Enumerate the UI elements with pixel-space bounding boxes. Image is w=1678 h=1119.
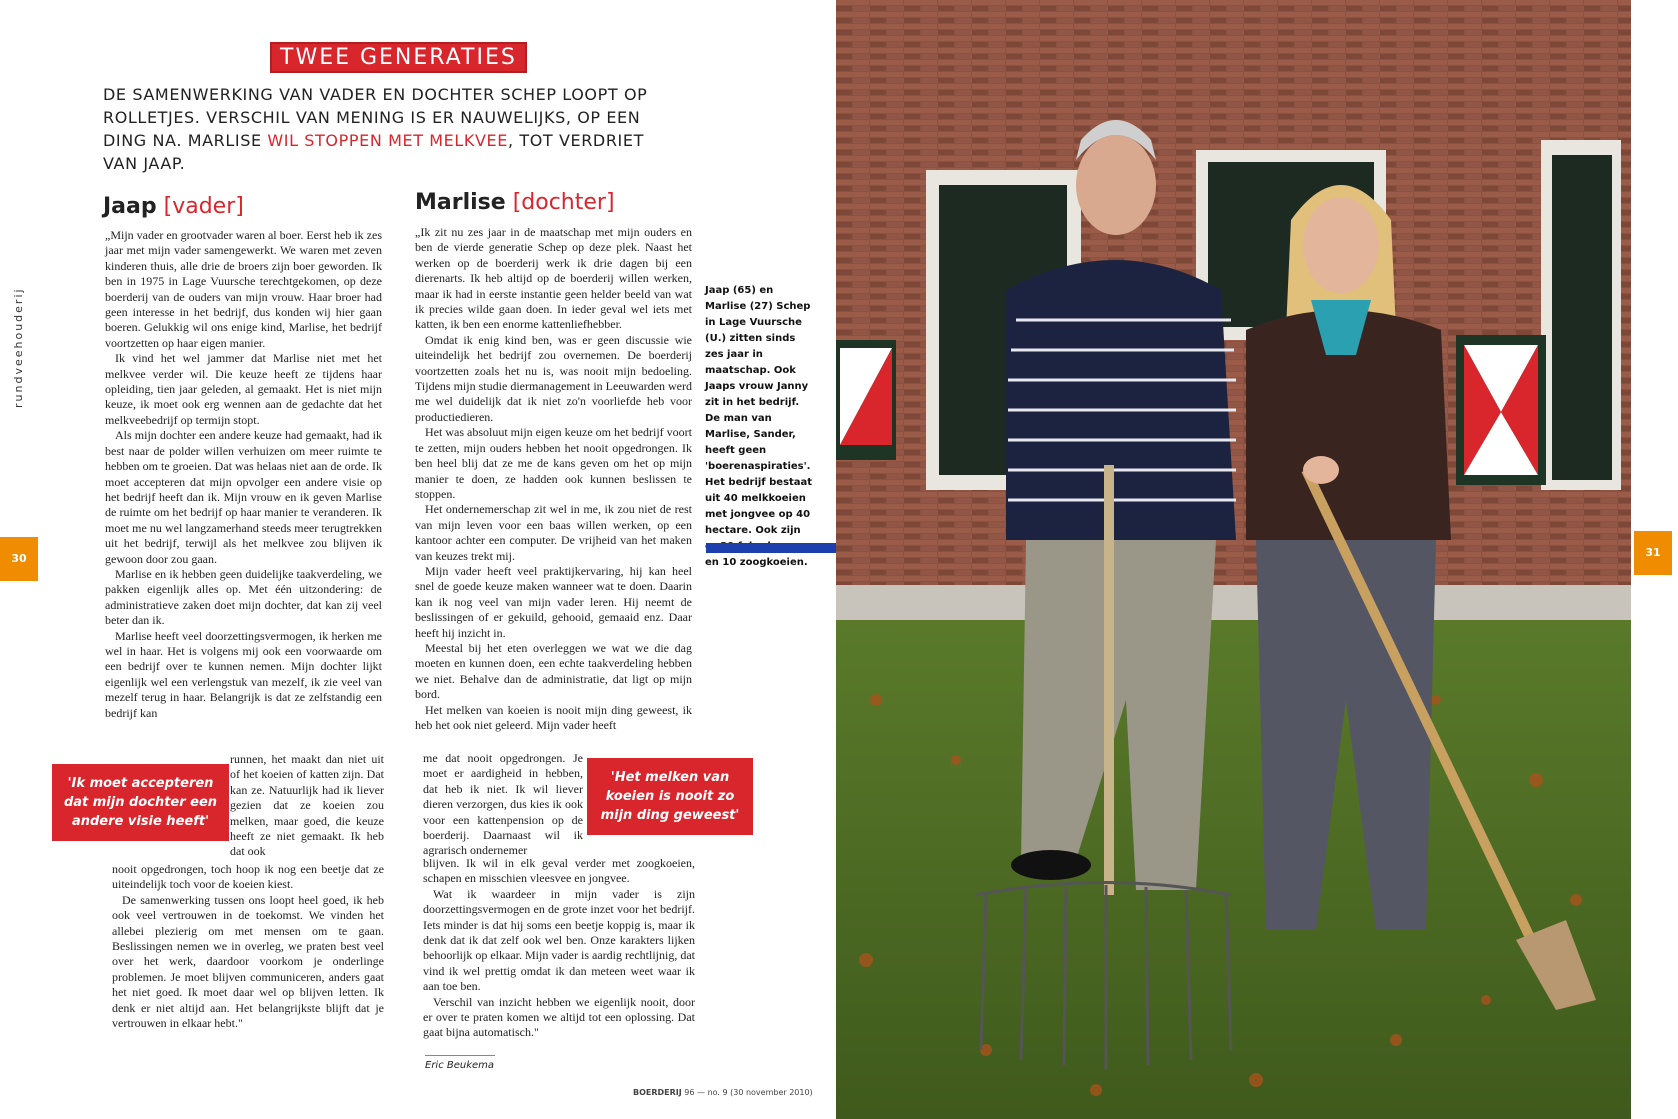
- body-paragraph: Het was absoluut mijn eigen keuze om het bedrijf voort te zetten, mijn ouders hebben het nooit opgedrongen. Ik ben heel blij dat ze me de kans geven om het op mijn manier te doen, ze hadden ook kunnen beslissen te stoppen.: [415, 425, 692, 501]
- jaap-column-wrap: [230, 752, 384, 862]
- body-paragraph: nooit opgedrongen, toch hoop ik nog een beetje dat ze uiteindelijk toch voor de koeien kiest.: [112, 862, 384, 892]
- pull-quote-left: 'Ik moet accepteren dat mijn dochter een andere visie heeft': [52, 764, 229, 841]
- pull-quote-right: 'Het melken van koeien is nooit zo mijn ding geweest': [587, 758, 753, 835]
- body-paragraph: „Mijn vader en grootvader waren al boer. Eerst heb ik zes jaar met mijn vader samengewerkt. We waren met zeven kinderen thuis, alle drie de broers zijn boer geworden. Ik ben in 1975 in Lage Vuursche terechtgekomen, op deze boerderij van de ouders van mijn vrouw. Haar broer had geen interesse in het bedrijf, dus konden wij hier gaan boeren. Gelukkig wil ons enige kind, Marlise, het bedrijf voortzetten op haar eigen manier.: [105, 228, 382, 350]
- body-paragraph: Marlise en ik hebben geen duidelijke taakverdeling, we pakken eigenlijk alles op. Met één uitzondering: de administratieve zaken doet mijn dochter, dat kan zij veel beter dan ik.: [105, 566, 382, 628]
- lede-text-2: , TOT VERDRIET VAN JAAP.: [103, 131, 644, 173]
- jaap-name: Jaap: [103, 194, 157, 219]
- body-paragraph: Meestal bij het eten overleggen we wat we die dag moeten en kunnen doen, een echte taakverdeling hebben we niet. Behalve dan de administratie, dat ligt op mijn bord.: [415, 640, 692, 702]
- photo-illustration: [836, 0, 1631, 1119]
- footer: [633, 1088, 813, 1097]
- body-paragraph: Het ondernemerschap zit wel in me, ik zou niet de rest van mijn leven voor een baas willen werken, op een kantoor achter een computer. De vrijheid van het maken van keuzes trekt mij.: [415, 502, 692, 563]
- body-paragraph: Wat ik waardeer in mijn vader is zijn doorzettingsvermogen en de grote inzet voor het bedrijf. Iets minder is dat hij soms een beetje koppig is, maar ik denk dat ik dat zelf ook wel ben. Onze karakters lijken behoorlijk op elkaar. Mijn vader is aardig rechtlijnig, dat vind ik wel prettig omdat ik dan meteen weet waar ik aan toe ben.: [423, 886, 695, 994]
- photo-credit: Eric Beukema: [425, 1060, 495, 1071]
- kicker-title: TWEE GENERATIES: [270, 42, 527, 73]
- body-paragraph: runnen, het maakt dan niet uit of het koeien of katten zijn. Dat kan ze. Natuurlijk had ik liever gezien dat ze koeien zou melken, maar goed, die keuze heeft ze niet gemaakt. Ik heb dat ook: [230, 752, 384, 859]
- jaap-column-top: [105, 228, 382, 756]
- credit-rule: [425, 1055, 495, 1056]
- marlise-role: [dochter]: [512, 190, 615, 215]
- footer-brand: BOERDERIJ: [633, 1088, 682, 1097]
- photo-caption: Jaap (65) en Marlise (27) Schep in Lage Vuursche (U.) zitten sinds zes jaar in maatschap. Ook Jaaps vrouw Janny zit in het bedrijf. De man van Marlise, Sander, heeft geen 'boerenaspiraties'. Het bedrijf bestaat uit 40 melkkoeien met jongvee op 40 hectare. Ook zijn en 10 zoogkoeien.: [705, 285, 813, 568]
- jaap-heading: [103, 194, 244, 219]
- section-label: rundveehouderij: [12, 287, 25, 408]
- body-paragraph: Als mijn dochter een andere keuze had gemaakt, had ik best naar de polder willen verhuizen om meer ruimte te hebben om te groeien. Dat was helaas niet aan de orde. Ik moet accepteren dat mijn opvolger een andere visie op het bedrijf heeft dan ik. Mijn vrouw en ik geven Marlise de ruimte om het bedrijf op haar manier te veranderen. Ik moet me nu wel langzamerhand steeds meer terugtrekken uit het bedrijf, terwijl als het melkvee zou blijven ik gewoon door zou gaan.: [105, 428, 382, 566]
- marlise-column-top: [415, 225, 692, 751]
- footer-issue: 96 — no. 9 (30 november 2010): [684, 1088, 813, 1097]
- body-paragraph: Mijn vader heeft veel praktijkervaring, hij kan heel snel de goede keuze maken wanneer wat te doen. Daarin kan ik nog veel van mijn vader leren. Hij neemt de beslissingen of er gekuild, gehooid, gemaaid enz. Daar heeft hij inzicht in.: [415, 563, 692, 640]
- left-page: [0, 0, 836, 1119]
- jaap-column-bottom: [112, 862, 384, 1047]
- marlise-column-bottom: [423, 856, 695, 1046]
- body-paragraph: me dat nooit opgedrongen. Je moet er aardigheid in hebben, dat heb ik niet. Ik wil liever dieren verzorgen, dus kies ik ook voor een kattenpension op de boerderij. Daarnaast wil ik agrarisch ondernemer: [423, 751, 583, 858]
- right-page: [836, 0, 1678, 1119]
- marlise-column-wrap: [423, 751, 583, 861]
- farm-photo: [836, 0, 1631, 1119]
- body-paragraph: Het melken van koeien is nooit mijn ding geweest, ik heb het ook niet geleerd. Mijn vader heeft: [415, 702, 692, 732]
- marlise-heading: [415, 190, 615, 215]
- page-number-right: 31: [1634, 531, 1672, 575]
- jaap-role: [vader]: [163, 194, 244, 219]
- body-paragraph: „Ik zit nu zes jaar in de maatschap met mijn ouders en ben de vierde generatie Schep op deze plek. Naast het werken op de boerderij werk ik drie dagen bij een dierenarts. Ik heb altijd op de boerderij willen werken, maar ik had in eerste instantie geen helder beeld van wat ik precies wilde gaan doen. In ieder geval wel iets met katten, ik ben een enorme kattenliefhebber.: [415, 225, 692, 332]
- lede-text-1: DE SAMENWERKING VAN VADER EN DOCHTER SCHEP LOOPT OP ROLLETJES. VERSCHIL VAN MENING IS ER NAUWELIJKS, OP EEN DING NA. MARLISE: [103, 85, 648, 150]
- body-paragraph: De samenwerking tussen ons loopt heel goed, ik heb ook veel vertrouwen in de toekomst. We vinden het allebei plezierig om met mensen om te gaan. Beslissingen nemen we in overleg, we praten best veel over het werk, daardoor voorkom je onderlinge problemen. Je moet blijven communiceren, anders gaat het niet goed. Ik moet daar wel op blijven letten. Ik denk er niet altijd aan. Het belangrijkste blijft dat je vertrouwen in elkaar hebt.": [112, 892, 384, 1031]
- lede: [103, 83, 683, 175]
- page-number-left: 30: [0, 537, 38, 581]
- body-paragraph: Ik vind het wel jammer dat Marlise niet met het melkvee verder wil. Die keuze heeft ze tijdens haar opleiding, tien jaar geleden, al gemaakt. Het is niet mijn keuze, ik moet ook erg wennen aan de gedachte dat het melkveebedrijf op termijn stopt.: [105, 351, 382, 427]
- body-paragraph: blijven. Ik wil in elk geval verder met zoogkoeien, schapen en misschien vleesvee en jongvee.: [423, 856, 695, 886]
- body-paragraph: Marlise heeft veel doorzettingsvermogen, ik herken me wel in haar. Het is volgens mij ook een voorwaarde om een bedrijf over te kunnen nemen. Mijn dochter lijkt eigenlijk wel een verlengstuk van mezelf, ik zie veel van mezelf terug in haar. Belangrijk is dat ze zelfstandig een bedrijf kan: [105, 628, 382, 720]
- body-paragraph: Omdat ik enig kind ben, was er geen discussie wie uiteindelijk het bedrijf zou overnemen. De boerderij voortzetten zoals het nu is, was nooit mijn bedoeling. Tijdens mijn studie diermanagement in Leeuwarden werd me wel duidelijk dat ik niet zo'n voorliefde heb voor productiedieren.: [415, 332, 692, 424]
- body-paragraph: Verschil van inzicht hebben we eigenlijk nooit, door er over te praten komen we altijd tot een oplossing. Dat gaat bijna automatisch.": [423, 994, 695, 1040]
- lede-highlight: WIL STOPPEN MET MELKVEE: [267, 131, 508, 150]
- marlise-name: Marlise: [415, 190, 506, 215]
